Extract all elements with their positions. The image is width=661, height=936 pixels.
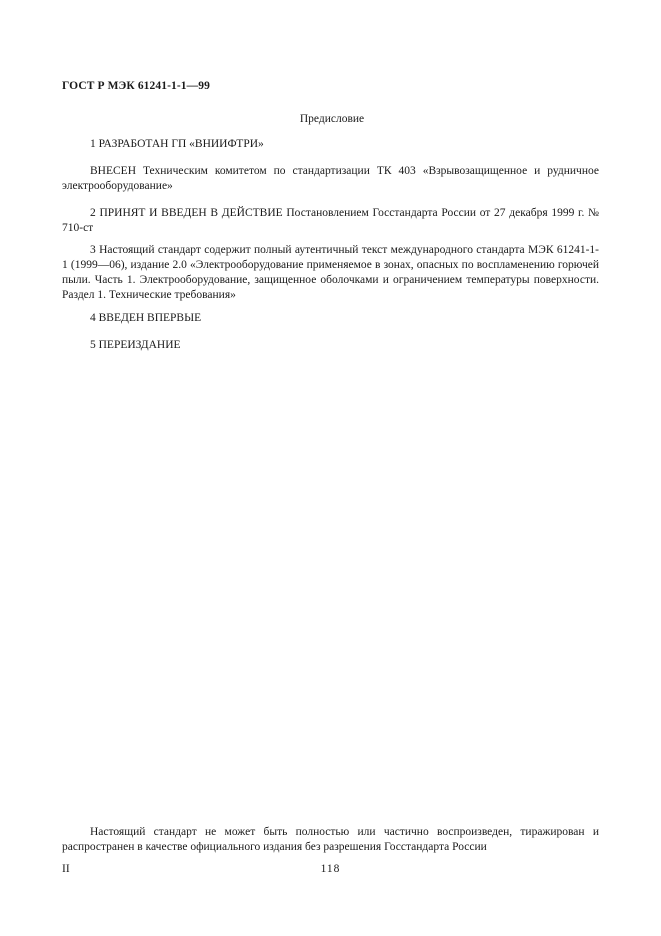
preface-item-developed: 1 РАЗРАБОТАН ГП «ВНИИФТРИ» xyxy=(90,138,264,150)
preface-item-first-introduced: 4 ВВЕДЕН ВПЕРВЫЕ xyxy=(90,312,202,324)
page-number: 118 xyxy=(320,863,341,875)
preface-item-authentic-text: 3 Настоящий стандарт содержит полный аутентичный текст международного стандарта МЭК 61241-1-1 (1999—06), издание 2.0 «Электрооборудование применяемое в зонах, опасных по воспламенению горючей пыли. Часть 1. Электрооборудование, защищенное оболочками и ограничением температуры поверхности. Раздел 1. Технические требования» xyxy=(62,244,599,301)
preface-item-submitted: ВНЕСЕН Техническим комитетом по стандартизации ТК 403 «Взрывозащищенное и рудничное электрооборудование» xyxy=(62,165,599,192)
preface-title: Предисловие xyxy=(299,113,365,125)
roman-page-mark: II xyxy=(62,863,70,875)
preface-heading xyxy=(0,112,661,127)
document-code: ГОСТ Р МЭК 61241-1-1—99 xyxy=(62,80,210,92)
preface-item-adopted: 2 ПРИНЯТ И ВВЕДЕН В ДЕЙСТВИЕ Постановлением Госстандарта России от 27 декабря 1999 г. № 710-ст xyxy=(62,207,599,234)
copyright-notice: Настоящий стандарт не может быть полностью или частично воспроизведен, тиражирован и распространен в качестве официального издания без разрешения Госстандарта России xyxy=(62,826,599,853)
preface-item-reissue: 5 ПЕРЕИЗДАНИЕ xyxy=(90,339,181,351)
